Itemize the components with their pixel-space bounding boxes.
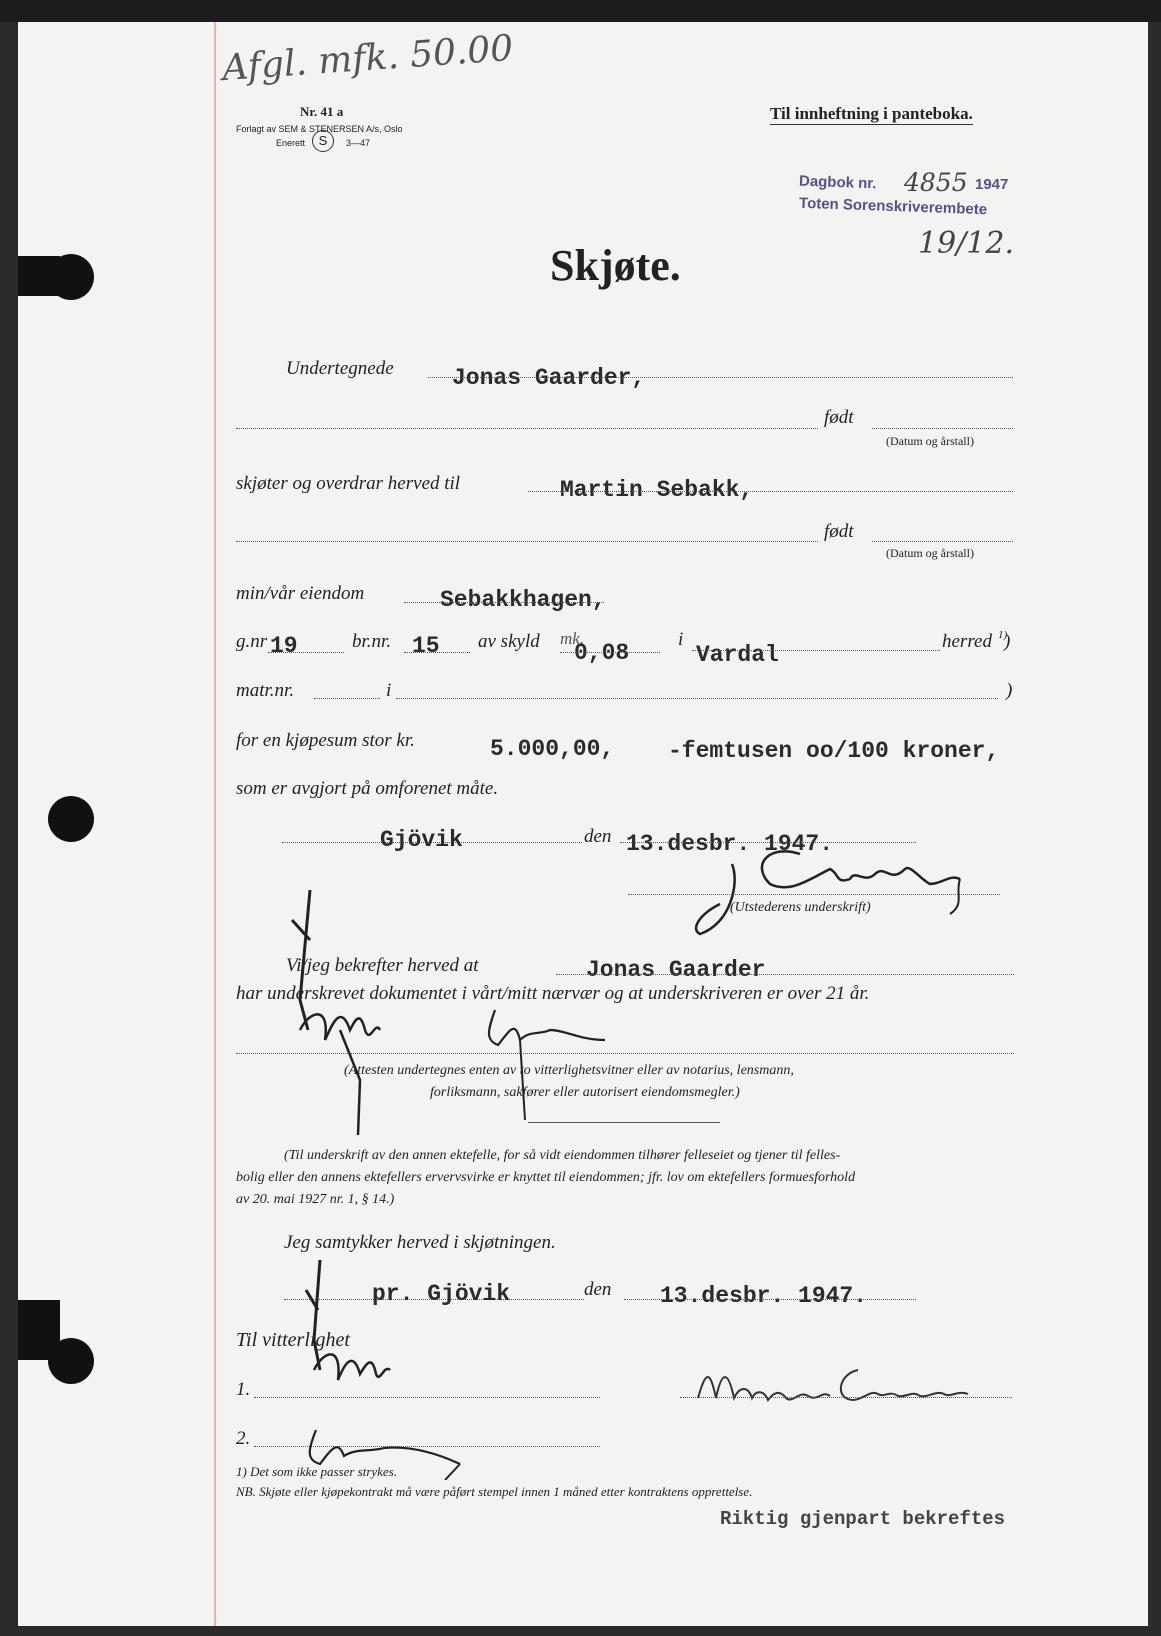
header-right: Til innheftning i panteboka. — [770, 104, 973, 123]
stamp-journal-number: 4855 — [904, 168, 968, 197]
herred-suffix: herred — [942, 631, 992, 652]
confirm-value: Jonas Gaarder — [586, 957, 766, 983]
price-value: 5.000,00, — [490, 736, 615, 762]
spouse-signature-line — [680, 1397, 1012, 1398]
buyer-value: Martin Sebakk, — [560, 477, 754, 503]
herred-label: i — [678, 629, 684, 650]
witness-number-1: 1. — [236, 1379, 251, 1400]
skyld-line — [560, 652, 660, 653]
consent-text: Jeg samtykker herved i skjøtningen. — [284, 1232, 556, 1253]
seller-born-line — [872, 428, 1013, 429]
attest-note-1: (Attesten undertegnes enten av to vitterlighetsvitner eller av notarius, lensmann, — [344, 1063, 794, 1078]
date2-label: den — [584, 1279, 612, 1300]
margin-line — [214, 22, 216, 1626]
seller-value: Jonas Gaarder, — [452, 365, 646, 391]
spouse-note-1: (Til underskrift av den annen ektefelle, for så vidt eiendommen tilhører felleseiet og tjener til felles- — [284, 1148, 841, 1163]
punch-hole — [48, 254, 94, 300]
scan-top-edge — [0, 0, 1161, 22]
punch-hole — [48, 796, 94, 842]
brnr-line — [404, 652, 470, 653]
issuer-signature — [680, 824, 1000, 946]
seller-label: Undertegnede — [286, 358, 394, 379]
gnr-value: 19 — [270, 633, 298, 659]
gnr-label: g.nr — [236, 631, 268, 652]
attest-line — [236, 1053, 1014, 1054]
skyld-prefix: mk. — [560, 629, 585, 648]
seller-born-hint: (Datum og årstall) — [886, 434, 974, 448]
witness-number-2: 2. — [236, 1428, 251, 1449]
witness-signatures-bottom — [280, 1250, 500, 1480]
property-label: min/vår eiendom — [236, 583, 365, 604]
issuer-signature-hint: (Utstederens underskrift) — [730, 900, 871, 915]
property-line — [404, 602, 604, 603]
punch-hole — [48, 1338, 94, 1384]
place2-value: pr. Gjövik — [372, 1281, 511, 1307]
divider — [528, 1122, 720, 1123]
date2-line — [624, 1299, 916, 1300]
date-label: den — [584, 826, 612, 847]
publisher-logo-icon: S — [312, 130, 334, 152]
price-label: for en kjøpesum stor kr. — [236, 730, 415, 751]
seller-line — [428, 377, 1013, 378]
property-value: Sebakkhagen, — [440, 587, 606, 613]
buyer-born-line — [872, 541, 1013, 542]
skyld-label: av skyld — [478, 631, 540, 652]
date2-value: 13.desbr. 1947. — [660, 1283, 868, 1309]
confirm-line2: har underskrevet dokumentet i vårt/mitt nærvær og at underskriveren er over 21 år. — [236, 983, 870, 1004]
stamp-office: Toten Sorenskriverembete — [798, 194, 988, 219]
place-value: Gjövik — [380, 827, 463, 853]
stamp-journal-label: Dagbok nr. — [798, 172, 877, 193]
form-number: Nr. 41 a — [300, 104, 344, 119]
matr-line-2 — [396, 698, 998, 699]
seller-birth-line — [236, 428, 818, 429]
settled-text: som er avgjort på omforenet måte. — [236, 778, 499, 799]
buyer-birth-line — [236, 541, 818, 542]
herred-line — [692, 650, 940, 651]
copy-stamp: Riktig gjenpart bekreftes — [720, 1508, 1006, 1530]
matr-close: ) — [1006, 680, 1013, 701]
herred-value: Vardal — [696, 642, 779, 668]
buyer-born-label: født — [824, 521, 854, 542]
skyld-value: 0,08 — [574, 640, 630, 666]
publisher-enerett: Enerett — [276, 138, 306, 148]
price-words: -femtusen oo/100 kroner, — [668, 738, 1000, 764]
herred-close-paren: ) — [1004, 631, 1011, 652]
spouse-note-2: bolig eller den annens ektefellers ervervsvirke er knyttet til eiendommen; jfr. lov om ektefellers formuesforhold — [236, 1170, 856, 1185]
publisher-line: Forlagt av SEM & STENERSEN A/s, Oslo — [236, 124, 403, 134]
seller-born-label: født — [824, 407, 854, 428]
spouse-note-3: av 20. mai 1927 nr. 1, § 14.) — [236, 1192, 395, 1207]
herred-footnote-mark: 1) — [998, 629, 1008, 641]
issuer-signature-line — [628, 894, 1000, 895]
brnr-value: 15 — [412, 633, 440, 659]
publisher-code: 3—47 — [346, 138, 371, 148]
buyer-line — [528, 491, 1013, 492]
gnr-line — [268, 652, 344, 653]
attest-note-2: forliksmann, sakfører eller autorisert eiendomsmegler.) — [430, 1085, 740, 1100]
date-value: 13.desbr. 1947. — [626, 831, 834, 857]
stamp-date: 19/12. — [918, 226, 1014, 261]
transfer-label: skjøter og overdrar herved til — [236, 473, 461, 494]
matr-label: matr.nr. — [236, 680, 295, 701]
document-title: Skjøte. — [550, 241, 681, 290]
handwritten-fee-note: Afgl. mfk. 50.00 — [220, 27, 515, 90]
witness-signatures — [270, 880, 650, 1140]
footnote: 1) Det som ikke passer strykes. — [236, 1464, 398, 1479]
matr-mid: i — [386, 680, 392, 701]
confirm-label: Vi/jeg bekrefter herved at — [286, 955, 479, 976]
brnr-label: br.nr. — [352, 631, 392, 652]
witness-label: Til vitterlighet — [236, 1329, 350, 1351]
buyer-born-hint: (Datum og årstall) — [886, 546, 974, 560]
spouse-signature — [688, 1350, 988, 1430]
matr-line — [314, 698, 380, 699]
nb-note: NB. Skjøte eller kjøpekontrakt må være påført stempel innen 1 måned etter kontraktens opprettelse. — [236, 1484, 753, 1499]
stamp-year: 1947 — [975, 176, 1009, 193]
